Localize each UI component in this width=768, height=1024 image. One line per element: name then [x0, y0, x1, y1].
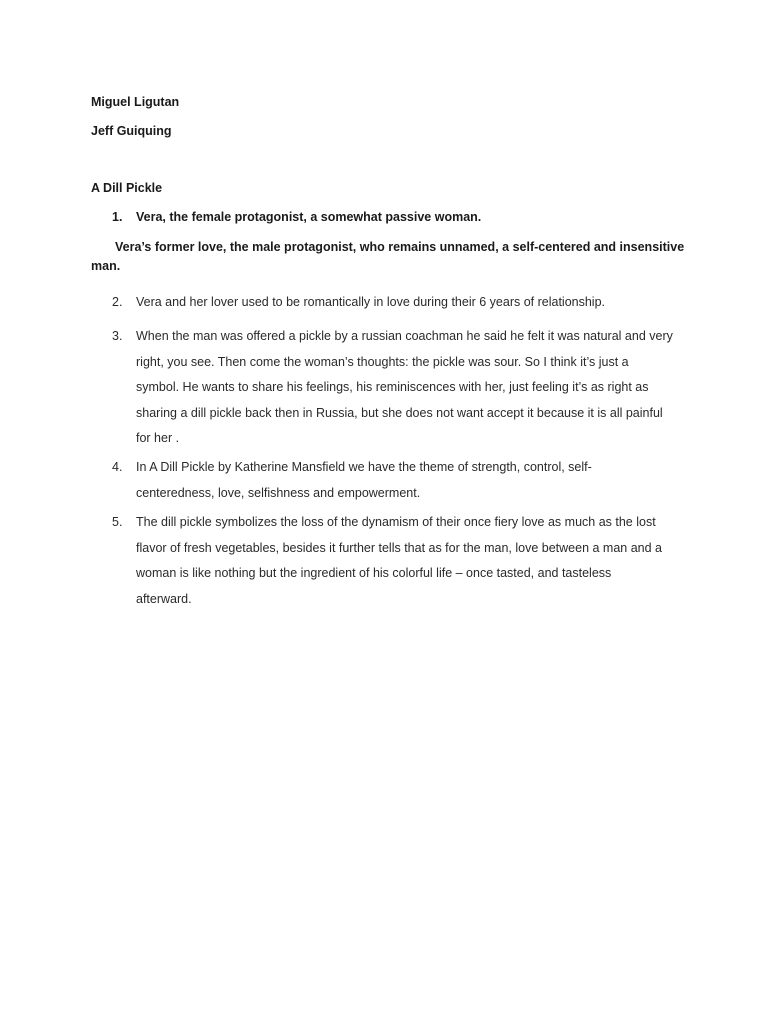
list-item-text [136, 455, 706, 506]
text-line: The dill pickle symbolizes the loss of the dynamism of their once fiery love as much as the lost [136, 515, 656, 529]
text-line: Vera and her lover used to be romantically in love during their 6 years of relationship. [136, 295, 606, 309]
list-item-number: 3. [112, 329, 123, 343]
author-name: Jeff Guiquing [91, 124, 172, 138]
text-line: man. [91, 259, 121, 273]
list-item-text [136, 209, 706, 225]
list-item-number: 5. [112, 515, 123, 529]
author-name: Miguel Ligutan [91, 95, 180, 109]
text-line: sharing a dill pickle back then in Russia, but she does not want accept it because it is all painful [136, 405, 663, 420]
list-item-text [136, 324, 706, 452]
text-line: right, you see. Then come the woman’s thoughts: the pickle was sour. So I think it’s just a [136, 354, 629, 369]
text-line: woman is like nothing but the ingredient of his colorful life – once tasted, and tasteless [136, 566, 612, 580]
text-line: for her . [136, 431, 180, 445]
paragraph [91, 238, 691, 276]
list-item-number: 2. [112, 295, 123, 309]
text-line: centeredness, love, selfishness and empowerment. [136, 485, 421, 500]
list-item-text [136, 294, 706, 310]
list-item-text [136, 510, 706, 612]
document-title: A Dill Pickle [91, 181, 163, 195]
text-line: afterward. [136, 591, 192, 606]
text-line: In A Dill Pickle by Katherine Mansfield we have the theme of strength, control, self- [136, 460, 592, 474]
text-line: Vera’s former love, the male protagonist, who remains unnamed, a self-centered and insensitive [115, 240, 685, 254]
text-line: symbol. He wants to share his feelings, his reminiscences with her, just feeling it’s as right as [136, 380, 649, 394]
text-line: When the man was offered a pickle by a russian coachman he said he felt it was natural and very [136, 329, 673, 343]
list-item-number: 1. [112, 210, 123, 224]
list-item-number: 4. [112, 460, 123, 474]
text-line: Vera, the female protagonist, a somewhat passive woman. [136, 210, 482, 224]
text-line: flavor of fresh vegetables, besides it further tells that as for the man, love between a man and a [136, 540, 662, 555]
